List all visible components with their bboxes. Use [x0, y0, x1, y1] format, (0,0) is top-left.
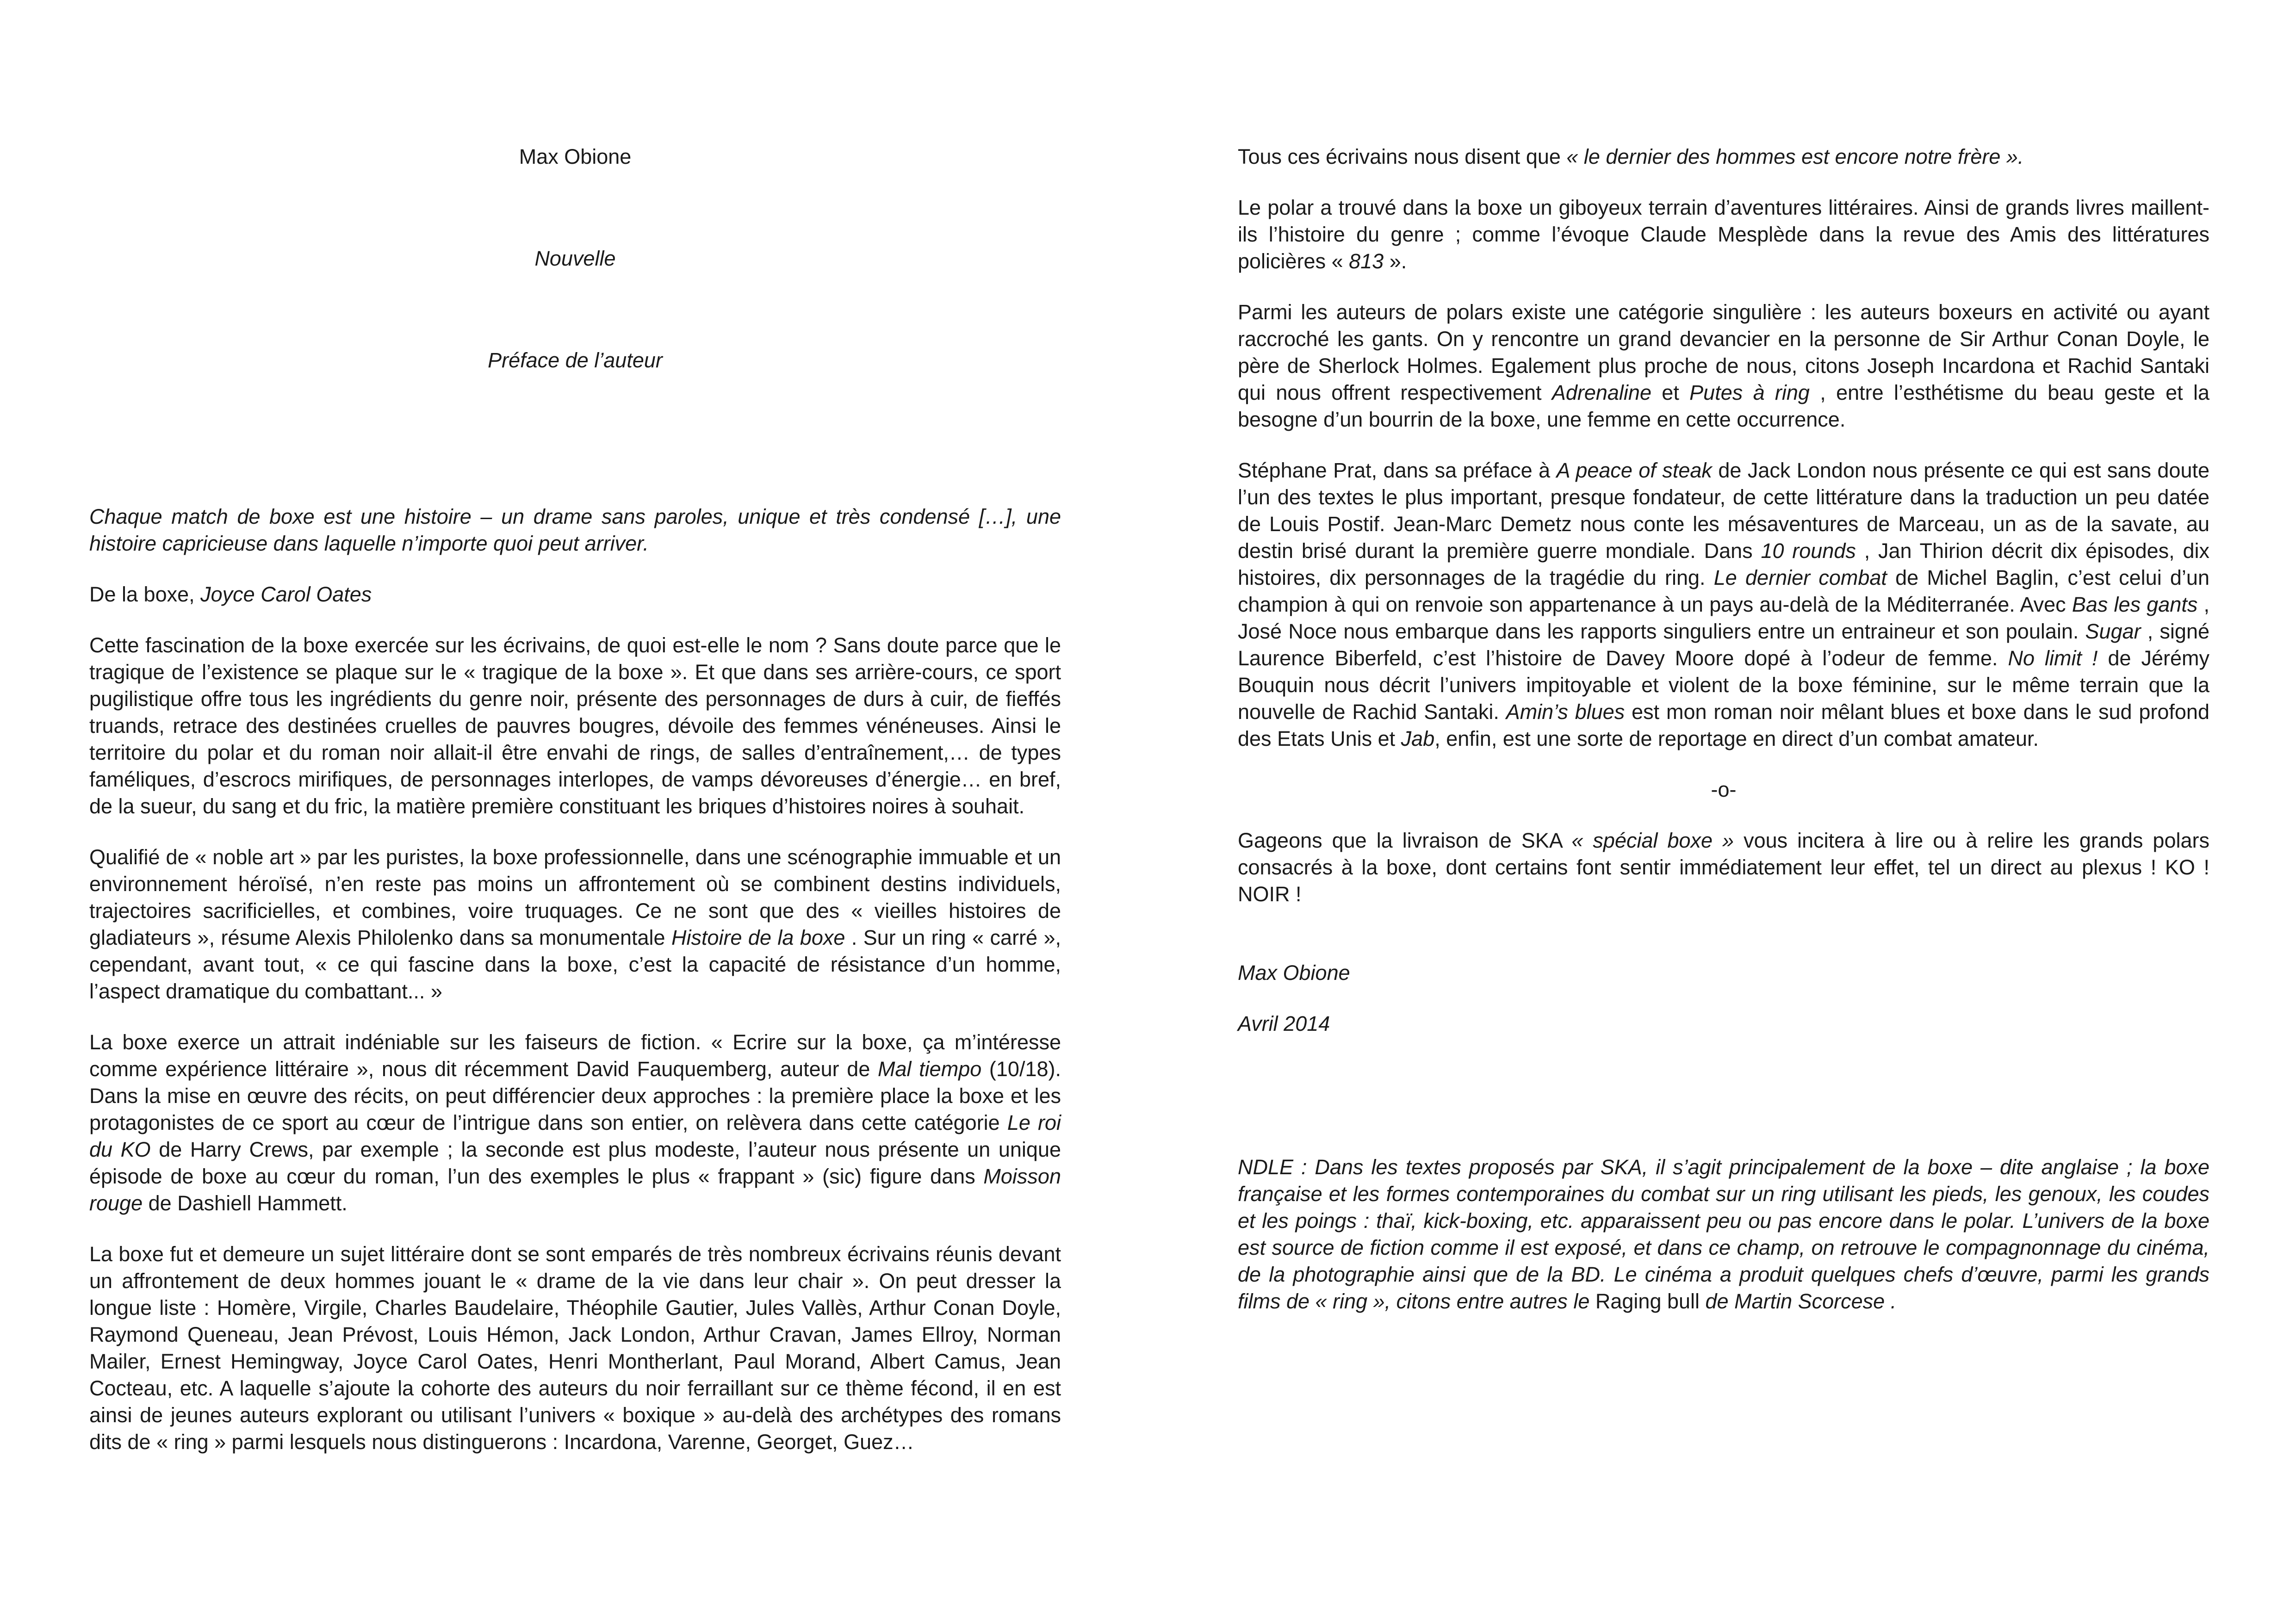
- paragraph-polar: Le polar a trouvé dans la boxe un giboyeux terrain d’aventures littéraires. Ainsi de grands livres maillent-ils l’histoire du genre ; comme l’évoque Claude Mesplède dans la revue des Amis des littératures policières « 813 ».: [1238, 196, 2209, 273]
- genre-label: Nouvelle: [534, 247, 616, 270]
- left-column: [89, 143, 1061, 1480]
- epigraph-source: De la boxe, Joyce Carol Oates: [89, 582, 372, 606]
- epigraph-quote: Chaque match de boxe est une histoire – un drame sans paroles, unique et très condensé […], une histoire capricieuse dans laquelle n’importe quoi peut arriver.: [89, 505, 1061, 555]
- paragraph-writers-list: La boxe fut et demeure un sujet littéraire dont se sont emparés de très nombreux écrivains réunis devant un affrontement de deux hommes jouant le « drame de la vie dans leur chair ». On peut dresser la longue liste : Homère, Virgile, Charles Baudelaire, Théophile Gautier, Jules Vallès, Arthur Conan Doyle, Raymond Queneau, Jean Prévost, Louis Hémon, Jack London, Arthur Cravan, James Ellroy, Norman Mailer, Ernest Hemingway, Joyce Carol Oates, Henri Montherlant, Paul Morand, Albert Camus, Jean Cocteau, etc. A laquelle s’ajoute la cohorte des auteurs du noir ferraillant sur ce thème fécond, il en est ainsi de jeunes auteurs explorant ou utilisant l’univers « boxique » au-delà des archétypes des romans dits de « ring » parmi lesquels nous distinguerons : Incardona, Varenne, Georget, Guez…: [89, 1242, 1061, 1454]
- paragraph-brother: Tous ces écrivains nous disent que « le dernier des hommes est encore notre frère ».: [1238, 145, 2024, 168]
- paragraph-titles: Stéphane Prat, dans sa préface à A peace of steak de Jack London nous présente ce qui est sans doute l’un des textes le plus important, presque fondateur, de cette littérature dans la traduction un peu datée de Louis Postif. Jean-Marc Demetz nous conte les mésaventures de Marceau, un as de la savate, au destin brisé durant la première guerre mondiale. Dans 10 rounds , Jan Thirion décrit dix épisodes, dix histoires, dix personnages de la tragédie du ring. Le dernier combat de Michel Baglin, c’est celui d’un champion à qui on renvoie son appartenance à un pays au-delà de la Méditerranée. Avec Bas les gants , José Noce nous embarque dans les rapports singuliers entre un entraineur et son poulain. Sugar , signé Laurence Biberfeld, c’est l’histoire de Davey Moore dopé à l’odeur de femme. No limit ! de Jérémy Bouquin nous décrit l’univers impitoyable et violent de la boxe féminine, sur le même terrain que la nouvelle de Rachid Santaki. Amin’s blues est mon roman noir mêlant blues et boxe dans le sud profond des Etats Unis et Jab, enfin, est une sorte de reportage en direct d’un combat amateur.: [1238, 458, 2210, 750]
- editor-note: NDLE : Dans les textes proposés par SKA, il s’agit principalement de la boxe – dite anglaise ; la boxe française et les formes contemporaines du combat sur un ring utilisant les pieds, les genoux, les coudes et les poings : thaï, kick-boxing, etc. apparaissent peu ou pas encore dans le polar. L’univers de la boxe est source de fiction comme il est exposé, et dans ce champ, on retrouve le compagnonnage du cinéma, de la photographie ainsi que de la BD. Le cinéma a produit quelques chefs d’œuvre, parmi les grands films de « ring », citons entre autres le Raging bull de Martin Scorcese .: [1238, 1155, 2209, 1313]
- paragraph-boxer-authors: Parmi les auteurs de polars existe une catégorie singulière : les auteurs boxeurs en activité ou ayant raccroché les gants. On y rencontre un grand devancier en la personne de Sir Arthur Conan Doyle, le père de Sherlock Holmes. Egalement plus proche de nous, citons Joseph Incardona et Rachid Santaki qui nous offrent respectivement Adrenaline et Putes à ring , entre l’esthétisme du beau geste et la besogne d’un bourrin de la boxe, une femme en cette occurrence.: [1238, 300, 2209, 431]
- author-name: Max Obione: [519, 145, 632, 168]
- section-separator: -o-: [1711, 778, 1737, 801]
- right-column: [1238, 143, 2209, 1339]
- signature: Max Obione: [1238, 961, 1350, 985]
- paragraph-fascination: Cette fascination de la boxe exercée sur les écrivains, de quoi est-elle le nom ? Sans doute parce que le tragique de l’existence se plaque sur le « tragique de la boxe ». Et que dans ses arrière-cours, ce sport pugilistique offre tous les ingrédients du genre noir, présente des personnages de durs à cuir, de fieffés truands, retrace des destinées cruelles de pauvres bougres, dévoile des femmes vénéneuses. Ainsi le territoire du polar et du roman noir allait-il être envahi de rings, de salles d’entraînement,… de types faméliques, d’escrocs mirifiques, de personnages interlopes, de vamps dévoreuses d’énergie… en bref, de la sueur, du sang et du fric, la matière première constituant les briques d’histoires noires à souhait.: [89, 633, 1061, 818]
- section-title: Préface de l’auteur: [488, 348, 663, 372]
- paragraph-noble-art: Qualifié de « noble art » par les puristes, la boxe professionnelle, dans une scénographie immuable et un environnement héroïsé, n’en reste pas moins un affrontement où se combinent destins individuels, trajectoires sacrificielles, et combines, voire truquages. Ce ne sont que des « vieilles histoires de gladiateurs », résume Alexis Philolenko dans sa monumentale Histoire de la boxe . Sur un ring « carré », cependant, avant tout, « ce qui fascine dans la boxe, c’est la capacité de résistance d’un homme, l’aspect dramatique du combattant... »: [89, 845, 1061, 1003]
- date: Avril 2014: [1238, 1012, 1330, 1035]
- paragraph-fiction: La boxe exerce un attrait indéniable sur les faiseurs de fiction. « Ecrire sur la boxe, ça m’intéresse comme expérience littéraire », nous dit récemment David Fauquemberg, auteur de Mal tiempo (10/18). Dans la mise en œuvre des récits, on peut différencier deux approches : la première place la boxe et les protagonistes de ce sport au cœur de l’intrigue dans son entier, on relèvera dans cette catégorie Le roi du KO de Harry Crews, par exemple ; la seconde est plus modeste, l’auteur nous présente un unique épisode de boxe au cœur du roman, l’un des exemples le plus « frappant » (sic) figure dans Moisson rouge de Dashiell Hammett.: [89, 1030, 1061, 1215]
- paragraph-ska: Gageons que la livraison de SKA « spécial boxe » vous incitera à lire ou à relire les grands polars consacrés à la boxe, dont certains font sentir immédiatement leur effet, tel un direct au plexus ! KO ! NOIR !: [1238, 829, 2209, 906]
